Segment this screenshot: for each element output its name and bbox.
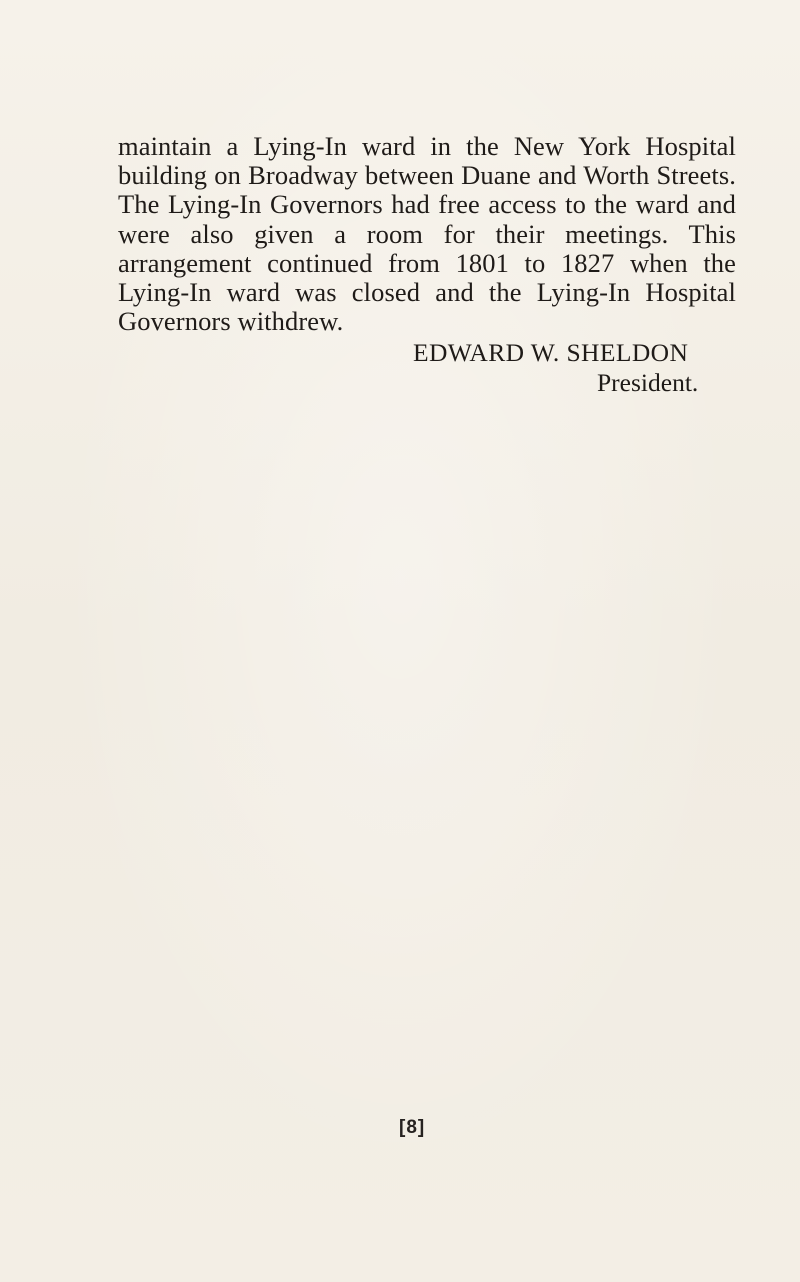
body-paragraph: maintain a Lying-In ward in the New York Hospital building on Broadway between Duane and Worth Streets. The Lying-In Governors had free access to the ward and were also given a room for their meetings. This arrangement continued from 1801 to 1827 when the Lying-In ward was closed and the Lying-In Hospital Governors withdrew. [118,131,736,337]
signature-title: President. [597,368,699,397]
page-number: [8] [399,1117,426,1138]
signature-name: EDWARD W. SHELDON [413,338,689,367]
show-through-texture [110,335,750,895]
